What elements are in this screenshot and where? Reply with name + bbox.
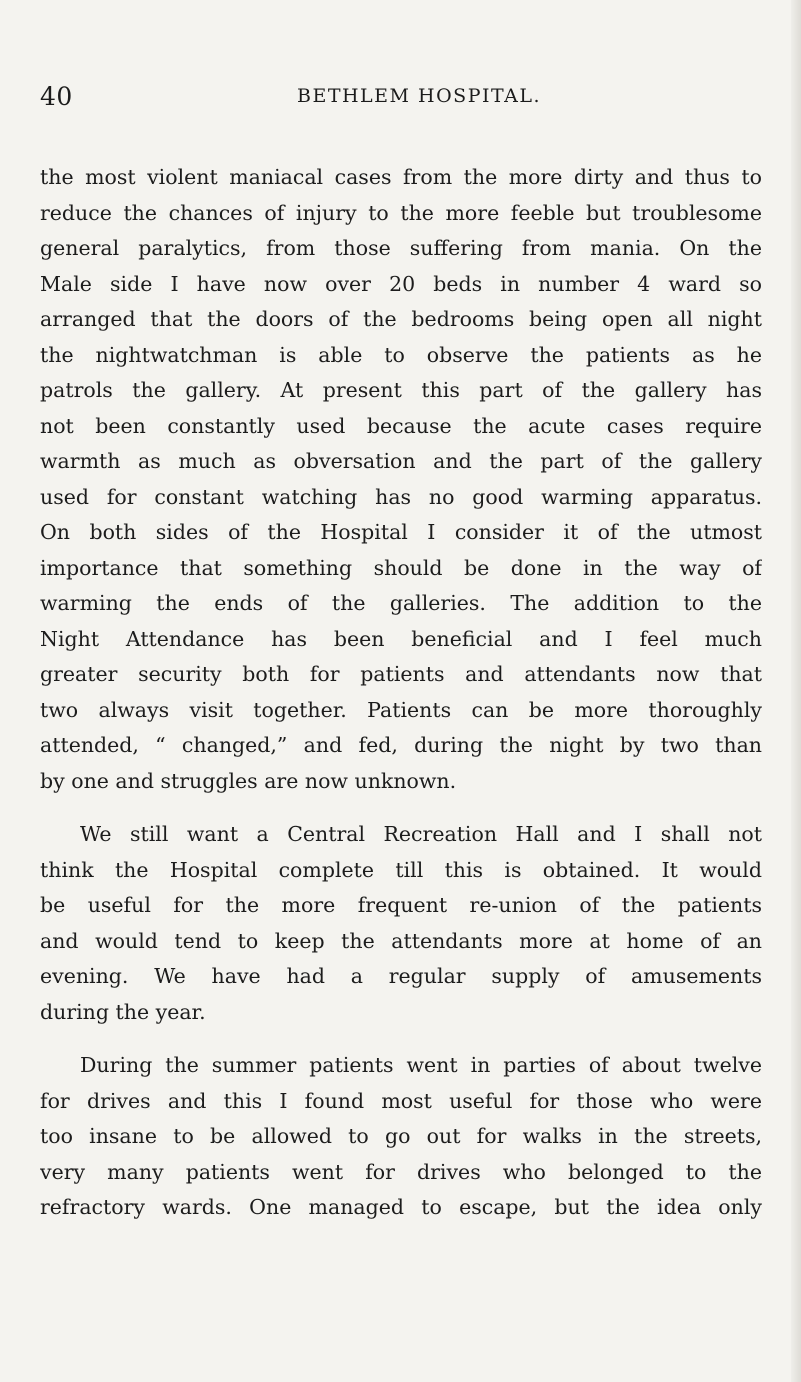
text-line: evening. We have had a regular supply of amusements: [40, 964, 762, 988]
paragraph-gap: [40, 799, 762, 817]
body-text: [40, 160, 762, 1226]
text-line: the nightwatchman is able to observe the patients as he: [40, 342, 762, 367]
text-line: We still want a Central Recreation Hall and I shall not: [80, 822, 762, 846]
text-line: Male side I have now over 20 beds in number 4 ward so: [40, 271, 762, 296]
paragraph-2: [40, 817, 762, 1030]
text-line: not been constantly used because the acute cases require: [40, 413, 762, 438]
text-line: During the summer patients went in parties of about twelve: [80, 1053, 762, 1077]
running-head: [40, 82, 762, 116]
text-line: attended, “ changed,” and fed, during the night by two than: [40, 733, 762, 757]
text-line: during the year.: [40, 999, 206, 1024]
text-line: warmth as much as obversation and the part of the gallery: [40, 449, 762, 473]
text-line: importance that something should be done in the way of: [40, 555, 762, 580]
paragraph-1: [40, 160, 762, 799]
page-edge-shadow: [791, 0, 801, 1382]
text-line: arranged that the doors of the bedrooms being open all night: [40, 307, 762, 331]
text-line: patrols the gallery. At present this part of the gallery has: [40, 378, 762, 402]
paragraph-3: [40, 1048, 762, 1226]
paragraph-gap: [40, 1030, 762, 1048]
page-number: 40: [40, 82, 73, 111]
text-line: refractory wards. One managed to escape, but the idea only: [40, 1195, 762, 1219]
text-line: general paralytics, from those suffering from mania. On the: [40, 236, 762, 260]
text-line: greater security both for patients and attendants now that: [40, 662, 762, 686]
running-title: BETHLEM HOSPITAL.: [296, 85, 542, 107]
text-line: for drives and this I found most useful for those who were: [40, 1088, 762, 1113]
text-line: On both sides of the Hospital I consider it of the utmost: [40, 520, 762, 544]
text-line: warming the ends of the galleries. The addition to the: [40, 591, 762, 615]
text-line: very many patients went for drives who belonged to the: [40, 1159, 762, 1184]
text-line: think the Hospital complete till this is obtained. It would: [40, 857, 762, 882]
text-line: by one and struggles are now unknown.: [40, 768, 457, 793]
text-line: be useful for the more frequent re-union of the patients: [40, 893, 762, 917]
text-line: too insane to be allowed to go out for walks in the streets,: [40, 1124, 762, 1148]
text-line: used for constant watching has no good warming apparatus.: [40, 484, 762, 509]
text-line: the most violent maniacal cases from the more dirty and thus to: [40, 165, 762, 189]
text-line: two always visit together. Patients can be more thoroughly: [40, 697, 762, 722]
text-line: reduce the chances of injury to the more feeble but troublesome: [40, 200, 762, 225]
text-line: and would tend to keep the attendants more at home of an: [40, 928, 762, 953]
text-line: Night Attendance has been beneficial and I feel much: [40, 626, 762, 651]
